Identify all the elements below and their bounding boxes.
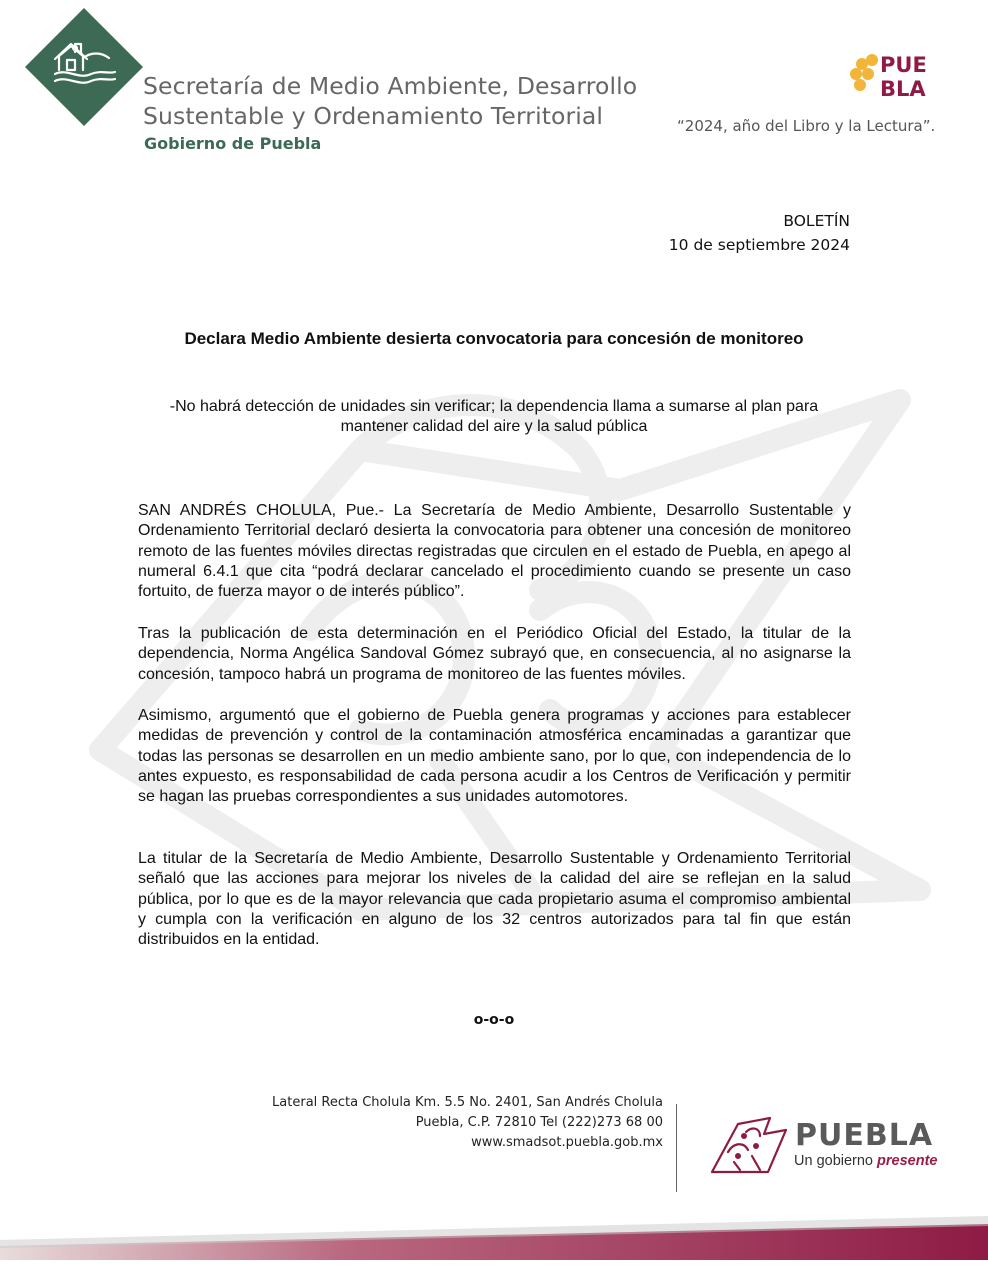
logo-top-line2: BLA <box>880 77 926 101</box>
body-paragraph-1: SAN ANDRÉS CHOLULA, Pue.- La Secretaría de Medio Ambiente, Desarrollo Sustentable y Ordenamiento Territorial declaró desierta la convocatoria para obtener una concesión de monitoreo remoto de las fuentes móviles directas registradas que circulen en el estado de Puebla, en apego al numeral 6.4.1 que cita “podrá declarar cancelado el procedimiento cuando se presente un caso fortuito, de fuerza mayor o de interés público”. <box>138 502 851 601</box>
body-paragraph-3: Asimismo, argumentó que el gobierno de Puebla genera programas y acciones para establecer medidas de prevención y control de la contaminación atmosférica encaminadas a garantizar que todas las personas se desarrollen en un medio ambiente sano, por lo que, con independencia de lo antes expuesto, es responsabilidad de cada persona acudir a los Centros de Verificación y permitir se hagan las pruebas correspondientes a sus unidades automotores. <box>138 707 851 806</box>
headline: Declara Medio Ambiente desierta convocatoria para concesión de monitoreo <box>184 329 804 348</box>
footer-tagline <box>794 1153 937 1169</box>
year-motto: “2024, año del Libro y la Lectura”. <box>677 117 936 135</box>
secretaria-logo <box>25 8 143 126</box>
gobierno-label: Gobierno de Puebla <box>144 134 322 153</box>
tagline-prefix: Un gobierno <box>794 1153 878 1169</box>
footer-address-line2: Puebla, C.P. 72810 Tel (222)273 68 00 <box>415 1115 663 1130</box>
puebla-logo-icon <box>848 50 938 102</box>
secretaria-name-line1: Secretaría de Medio Ambiente, Desarrollo <box>143 72 638 100</box>
document-date: 10 de septiembre 2024 <box>668 236 850 254</box>
subheadline: -No habrá detección de unidades sin verificar; la dependencia llama a sumarse al plan para mantener calidad del aire y la salud pública <box>169 398 819 435</box>
logo-top-line1: PUE <box>880 53 927 77</box>
footer-puebla-wordmark: PUEBLA <box>795 1118 934 1153</box>
footer-address-line1: Lateral Recta Cholula Km. 5.5 No. 2401, San Andrés Cholula <box>272 1095 663 1110</box>
closing-mark: o-o-o <box>473 1012 515 1028</box>
tagline-emphasis: presente <box>877 1153 938 1169</box>
footer-band <box>0 1200 988 1260</box>
document-type: BOLETÍN <box>783 212 850 230</box>
footer-divider <box>676 1104 677 1192</box>
body-paragraph-4: La titular de la Secretaría de Medio Ambiente, Desarrollo Sustentable y Ordenamiento Territorial señaló que las acciones para mejorar los niveles de la calidad del aire se reflejan en la salud pública, por lo que es de la mayor relevancia que cada propietario asuma el compromiso ambiental y cumpla con la verificación en alguno de los 32 centros autorizados para tal fin que están distribuidos en la entidad. <box>138 850 851 949</box>
secretaria-name-line2: Sustentable y Ordenamiento Territorial <box>143 102 604 130</box>
footer-website-link[interactable]: www.smadsot.puebla.gob.mx <box>471 1135 663 1150</box>
body-paragraph-2: Tras la publicación de esta determinación en el Periódico Oficial del Estado, la titular de la dependencia, Norma Angélica Sandoval Gómez subrayó que, en consecuencia, al no asignarse la concesión, tampoco habrá un programa de monitoreo de las fuentes móviles. <box>138 625 851 683</box>
